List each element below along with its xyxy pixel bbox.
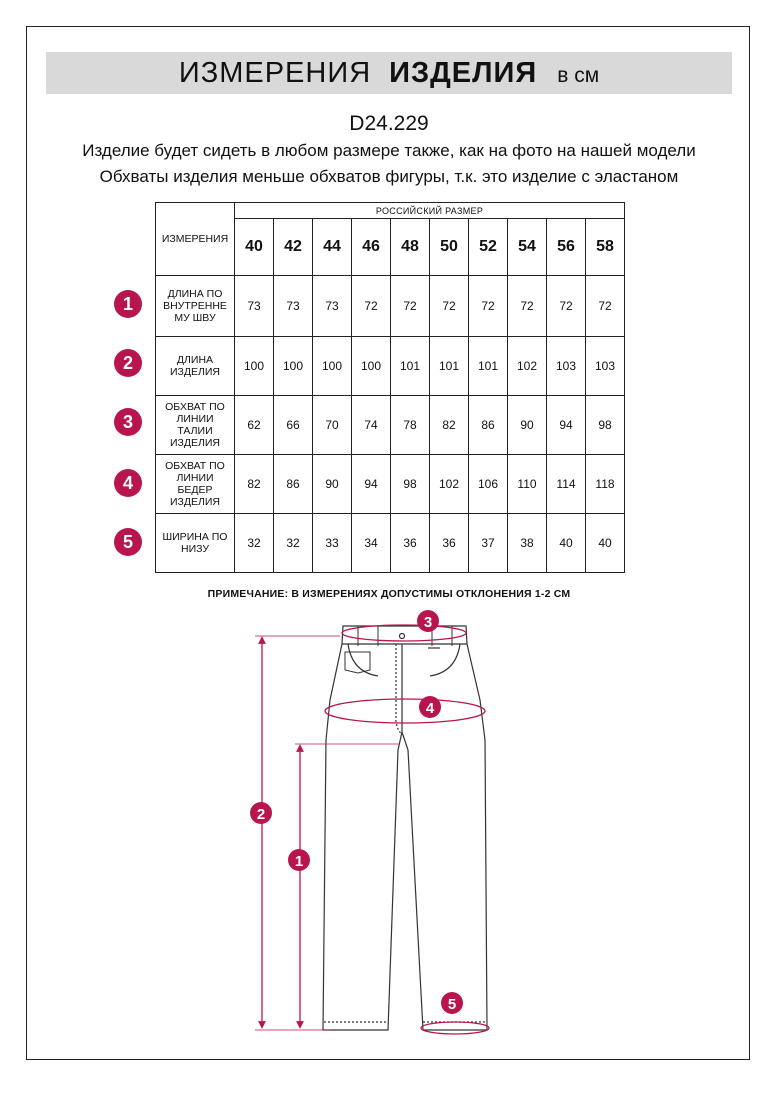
row-number-badge: 3 — [114, 408, 142, 436]
marker-1 — [288, 849, 310, 871]
row-number-badge: 1 — [114, 290, 142, 318]
table-cell: 72 — [508, 276, 547, 337]
table-cell: 103 — [586, 337, 625, 396]
table-cell: 101 — [391, 337, 430, 396]
table-cell: 72 — [391, 276, 430, 337]
row-label-hips: ОБХВАТ ПО ЛИНИИ БЕДЕР ИЗДЕЛИЯ — [156, 455, 235, 514]
svg-text:1: 1 — [294, 853, 304, 870]
table-cell: 73 — [235, 276, 274, 337]
table-cell: 94 — [352, 455, 391, 514]
size-system-header: РОССИЙСКИЙ РАЗМЕР — [235, 203, 625, 219]
table-row — [156, 337, 625, 396]
table-cell: 36 — [391, 514, 430, 573]
table-cell: 102 — [508, 337, 547, 396]
table-cell: 32 — [235, 514, 274, 573]
table-cell: 90 — [313, 455, 352, 514]
table-cell: 72 — [352, 276, 391, 337]
marker-5 — [441, 992, 463, 1014]
size-header: 46 — [352, 219, 391, 276]
table-cell: 100 — [352, 337, 391, 396]
table-cell: 66 — [274, 396, 313, 455]
row-label-inseam: ДЛИНА ПО ВНУТРЕННЕ МУ ШВУ — [156, 276, 235, 337]
marker-2 — [250, 802, 272, 824]
measurement-lines — [255, 625, 489, 1034]
size-header: 48 — [391, 219, 430, 276]
table-cell: 78 — [391, 396, 430, 455]
elastane-note: Обхваты изделия меньше обхватов фигуры, т.к. это изделие с эластаном — [99, 167, 679, 186]
row-number-badge: 2 — [114, 349, 142, 377]
table-cell: 82 — [235, 455, 274, 514]
row-number-badge: 4 — [114, 469, 142, 497]
table-row — [156, 396, 625, 455]
table-cell: 98 — [391, 455, 430, 514]
table-cell: 72 — [430, 276, 469, 337]
table-cell: 37 — [469, 514, 508, 573]
table-cell: 103 — [547, 337, 586, 396]
title-units: в см — [557, 64, 600, 87]
table-cell: 100 — [313, 337, 352, 396]
table-cell: 73 — [313, 276, 352, 337]
svg-text:5: 5 — [447, 996, 457, 1013]
marker-4 — [419, 696, 441, 718]
size-header: 58 — [586, 219, 625, 276]
table-cell: 73 — [274, 276, 313, 337]
table-cell: 40 — [547, 514, 586, 573]
table-row — [156, 276, 625, 337]
table-cell: 32 — [274, 514, 313, 573]
table-cell: 118 — [586, 455, 625, 514]
table-cell: 100 — [235, 337, 274, 396]
table-cell: 40 — [586, 514, 625, 573]
size-header: 44 — [313, 219, 352, 276]
marker-3 — [417, 610, 439, 632]
table-cell: 82 — [430, 396, 469, 455]
size-header: 54 — [508, 219, 547, 276]
size-header: 52 — [469, 219, 508, 276]
row-label-waist: ОБХВАТ ПО ЛИНИИ ТАЛИИ ИЗДЕЛИЯ — [156, 396, 235, 455]
row-label-hem-width: ШИРИНА ПО НИЗУ — [156, 514, 235, 573]
pants-outline — [323, 626, 487, 1030]
title-measurements: ИЗМЕРЕНИЯ — [178, 57, 372, 89]
pants-diagram — [0, 600, 778, 1050]
svg-text:3: 3 — [423, 614, 433, 631]
table-cell: 110 — [508, 455, 547, 514]
table-cell: 86 — [274, 455, 313, 514]
table-cell: 101 — [469, 337, 508, 396]
tolerance-note: ПРИМЕЧАНИЕ: В ИЗМЕРЕНИЯХ ДОПУСТИМЫ ОТКЛОНЕНИЯ 1-2 СМ — [207, 588, 571, 600]
row-label-length: ДЛИНА ИЗДЕЛИЯ — [156, 337, 235, 396]
size-header: 50 — [430, 219, 469, 276]
table-cell: 72 — [586, 276, 625, 337]
table-cell: 62 — [235, 396, 274, 455]
table-row — [156, 514, 625, 573]
article-code: D24.229 — [349, 112, 429, 135]
table-cell: 74 — [352, 396, 391, 455]
table-row — [156, 455, 625, 514]
table-cell: 86 — [469, 396, 508, 455]
svg-text:2: 2 — [256, 806, 266, 823]
table-cell: 72 — [547, 276, 586, 337]
size-header: 42 — [274, 219, 313, 276]
table-cell: 101 — [430, 337, 469, 396]
fit-note: Изделие будет сидеть в любом размере также, как на фото на нашей модели — [82, 141, 696, 160]
table-cell: 106 — [469, 455, 508, 514]
measurements-header: ИЗМЕРЕНИЯ — [156, 203, 235, 276]
table-cell: 33 — [313, 514, 352, 573]
table-cell: 102 — [430, 455, 469, 514]
table-cell: 72 — [469, 276, 508, 337]
title-product: ИЗДЕЛИЯ — [389, 57, 538, 89]
size-table — [155, 202, 625, 573]
table-cell: 90 — [508, 396, 547, 455]
table-cell: 36 — [430, 514, 469, 573]
table-cell: 94 — [547, 396, 586, 455]
row-number-badge: 5 — [114, 528, 142, 556]
size-header: 56 — [547, 219, 586, 276]
table-cell: 38 — [508, 514, 547, 573]
table-cell: 70 — [313, 396, 352, 455]
size-header: 40 — [235, 219, 274, 276]
svg-text:4: 4 — [425, 700, 435, 717]
table-cell: 98 — [586, 396, 625, 455]
table-cell: 114 — [547, 455, 586, 514]
table-cell: 100 — [274, 337, 313, 396]
title-bar — [46, 52, 732, 94]
table-cell: 34 — [352, 514, 391, 573]
